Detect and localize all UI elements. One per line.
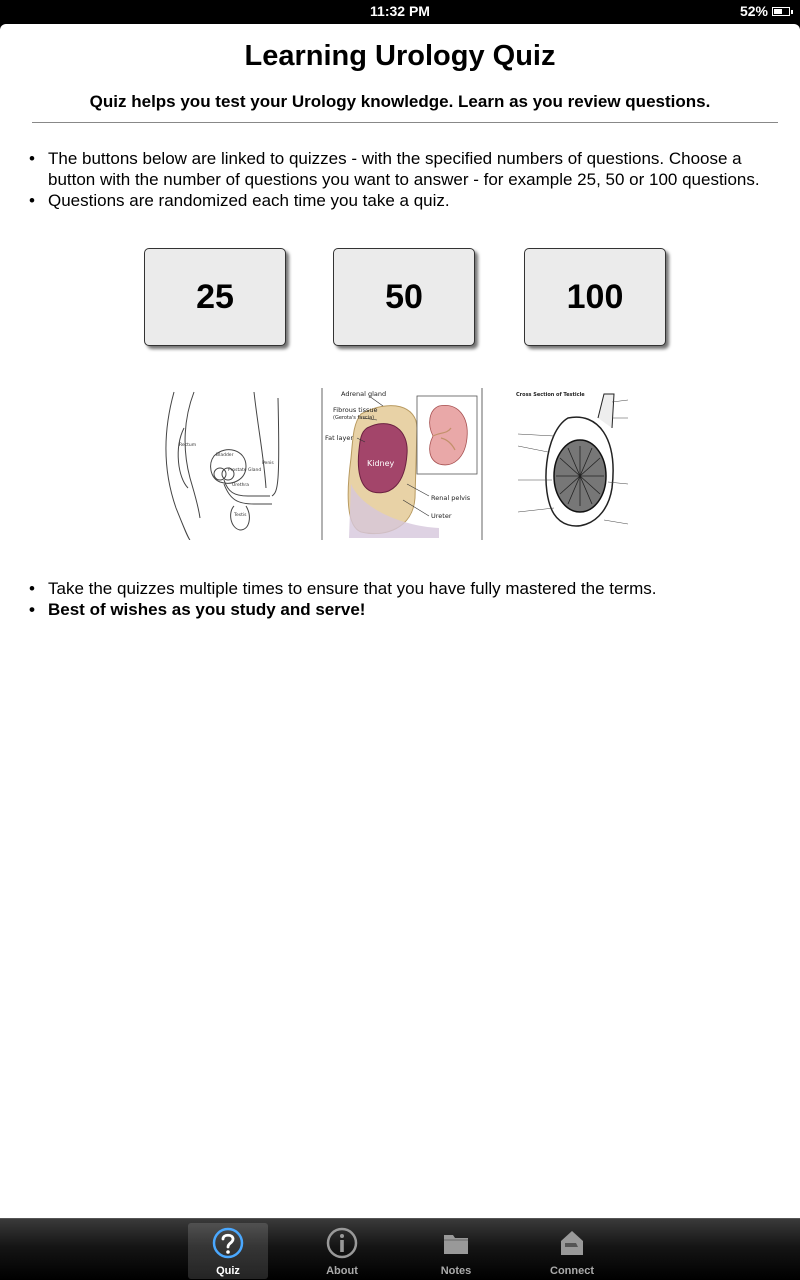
folder-icon [440,1227,472,1259]
list-item: • Best of wishes as you study and serve! [48,599,768,620]
list-item: • The buttons below are linked to quizzes - with the specified numbers of questions. Choose a button with the number of questions you want to answer - for example 25, 50 or 100 questions. [48,148,768,190]
intro-list [0,148,768,211]
main-content [0,24,800,1218]
page-title: Learning Urology Quiz [244,40,556,72]
battery-indicator [740,3,790,19]
testicle-anatomy-image [508,388,656,540]
pelvis-label-urethra: Urethra [232,483,250,488]
kidney-label-gerota: (Gerota's fascia) [333,415,375,421]
info-icon [326,1227,358,1259]
kidney-label-fibrous: Fibrous tissue [333,406,378,414]
kidney-label-ureter: Ureter [431,512,452,520]
pelvis-anatomy-image [154,388,282,540]
kidney-label-fat-layer: Fat layer [325,434,354,442]
battery-icon [772,7,790,16]
list-item: • Take the quizzes multiple times to ensure that you have fully mastered the terms. [48,578,768,599]
pelvis-label-rectum: Rectum [179,443,197,448]
pelvis-label-prostate: Prostate Gland [228,468,262,473]
tab-about-label: About [326,1265,358,1277]
testicle-label-title: Cross Section of Testicle [516,392,585,398]
pelvis-label-penis: Penis [262,461,274,466]
tab-connect-label: Connect [550,1265,594,1277]
battery-percent: 52% [739,3,768,19]
quiz-25-button[interactable]: 25 [144,248,286,346]
tab-about[interactable] [302,1223,382,1279]
kidney-anatomy-image [321,388,483,540]
status-bar [0,0,800,24]
kidney-label-renal-pelvis: Renal pelvis [431,494,471,502]
outro-list [0,578,768,620]
connect-icon [556,1227,588,1259]
tab-quiz[interactable] [188,1223,268,1279]
quiz-50-button[interactable]: 50 [333,248,475,346]
page-subtitle: Quiz helps you test your Urology knowledge. Learn as you review questions. [89,92,711,111]
question-icon [212,1227,244,1259]
pelvis-label-testis: Testis [234,513,247,518]
tab-connect[interactable] [532,1223,612,1279]
tab-bar [0,1218,800,1280]
pelvis-label-bladder: Bladder [216,453,234,458]
tab-notes[interactable] [416,1223,496,1279]
list-item: • Questions are randomized each time you take a quiz. [48,190,768,211]
status-time: 11:32 PM [370,3,430,19]
kidney-label-adrenal: Adrenal gland [341,390,387,398]
kidney-label-kidney: Kidney [367,459,395,468]
tab-quiz-label: Quiz [216,1265,240,1277]
divider [32,122,778,123]
tab-notes-label: Notes [440,1265,472,1277]
quiz-100-button[interactable]: 100 [524,248,666,346]
